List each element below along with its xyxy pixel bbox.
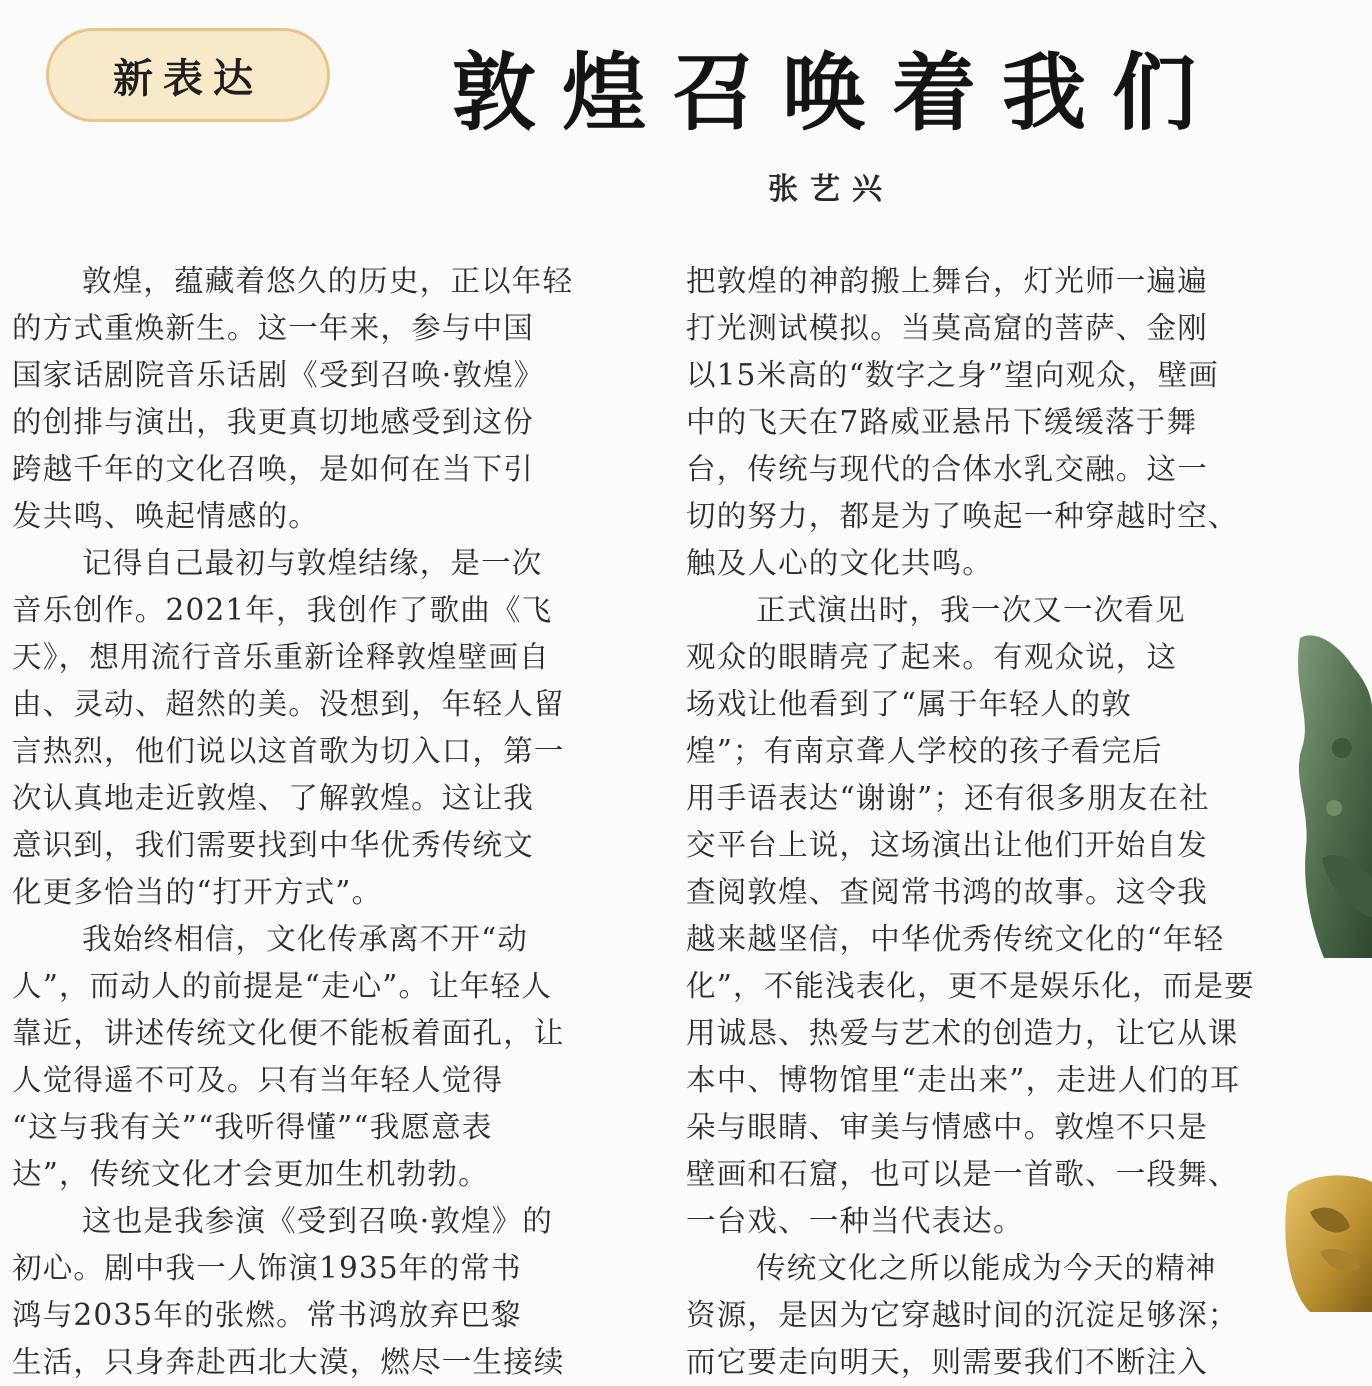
text-line: 用诚恳、热爱与艺术的创造力，让它从课 <box>686 1016 1239 1050</box>
text-line: 天》，想用流行音乐重新诠释敦煌壁画自 <box>12 640 550 674</box>
column-badge: 新表达 <box>46 28 330 122</box>
bronze-statue-image <box>1272 628 1372 958</box>
text-line: 用手语表达“谢谢”；还有很多朋友在社 <box>686 781 1210 815</box>
text-line: 鸿与2035年的张燃。常书鸿放弃巴黎 <box>12 1298 522 1332</box>
text-line: 中的飞天在7路威亚悬吊下缓缓落于舞 <box>686 405 1198 439</box>
text-line: 初心。剧中我一人饰演1935年的常书 <box>12 1251 522 1285</box>
text-line: 记得自己最初与敦煌结缘，是一次 <box>82 546 543 580</box>
text-line: 越来越坚信，中华优秀传统文化的“年轻 <box>686 922 1225 956</box>
text-line: 场戏让他看到了“属于年轻人的敦 <box>686 687 1133 721</box>
text-line: 这也是我参演《受到召唤·敦煌》的 <box>82 1204 554 1238</box>
text-line: 生活，只身奔赴西北大漠，燃尽一生接续 <box>12 1345 565 1379</box>
text-line: 我始终相信，文化传承离不开“动 <box>82 922 529 956</box>
text-line: 台，传统与现代的合体水乳交融。这一 <box>686 452 1208 486</box>
text-line: 跨越千年的文化召唤，是如何在当下引 <box>12 452 534 486</box>
text-line: 触及人心的文化共鸣。 <box>686 546 994 580</box>
text-line: 化更多恰当的“打开方式”。 <box>12 875 383 909</box>
right-text-column <box>686 258 1296 1386</box>
text-line: 发共鸣、唤起情感的。 <box>12 499 320 533</box>
text-line: 打光测试模拟。当莫高窟的菩萨、金刚 <box>686 311 1208 345</box>
text-line: 正式演出时，我一次又一次看见 <box>756 593 1186 627</box>
text-line: 靠近，讲述传统文化便不能板着面孔，让 <box>12 1016 565 1050</box>
article-title: 敦煌召唤着我们 <box>452 43 1223 142</box>
text-line: 把敦煌的神韵搬上舞台，灯光师一遍遍 <box>686 264 1208 298</box>
text-line: 人”，而动人的前提是“走心”。让年轻人 <box>12 969 553 1003</box>
text-line: 国家话剧院音乐话剧《受到召唤·敦煌》 <box>12 358 545 392</box>
text-line: 朵与眼睛、审美与情感中。敦煌不只是 <box>686 1110 1208 1144</box>
text-line: 查阅敦煌、查阅常书鸿的故事。这令我 <box>686 875 1208 909</box>
text-line: 言热烈，他们说以这首歌为切入口，第一 <box>12 734 565 768</box>
author-name: 张艺兴 <box>768 172 894 207</box>
gold-artifact-image <box>1280 1172 1372 1312</box>
text-line: 由、灵动、超然的美。没想到，年轻人留 <box>12 687 565 721</box>
text-line: 交平台上说，这场演出让他们开始自发 <box>686 828 1208 862</box>
left-text-column <box>12 258 616 1386</box>
text-line: 意识到，我们需要找到中华优秀传统文 <box>12 828 534 862</box>
text-line: 达”，传统文化才会更加生机勃勃。 <box>12 1157 489 1191</box>
text-line: “这与我有关”“我听得懂”“我愿意表 <box>12 1110 493 1144</box>
text-line: 传统文化之所以能成为今天的精神 <box>756 1251 1217 1285</box>
text-line: 敦煌，蕴藏着悠久的历史，正以年轻 <box>82 264 574 298</box>
text-line: 次认真地走近敦煌、了解敦煌。这让我 <box>12 781 534 815</box>
text-line: 一台戏、一种当代表达。 <box>686 1204 1024 1238</box>
text-line: 资源，是因为它穿越时间的沉淀足够深； <box>686 1298 1239 1332</box>
text-line: 以15米高的“数字之身”望向观众，壁画 <box>686 358 1220 392</box>
text-line: 人觉得遥不可及。只有当年轻人觉得 <box>12 1063 504 1097</box>
text-line: 本中、博物馆里“走出来”，走进人们的耳 <box>686 1063 1241 1097</box>
text-line: 的方式重焕新生。这一年来，参与中国 <box>12 311 534 345</box>
text-line: 观众的眼睛亮了起来。有观众说，这 <box>686 640 1178 674</box>
text-line: 煌”；有南京聋人学校的孩子看完后 <box>686 734 1163 768</box>
text-line: 切的努力，都是为了唤起一种穿越时空、 <box>686 499 1239 533</box>
text-line: 音乐创作。2021年，我创作了歌曲《飞 <box>12 593 553 627</box>
text-line: 而它要走向明天，则需要我们不断注入 <box>686 1345 1208 1379</box>
text-line: 化”，不能浅表化，更不是娱乐化，而是要 <box>686 969 1255 1003</box>
text-line: 的创排与演出，我更真切地感受到这份 <box>12 405 534 439</box>
text-line: 壁画和石窟，也可以是一首歌、一段舞、 <box>686 1157 1239 1191</box>
